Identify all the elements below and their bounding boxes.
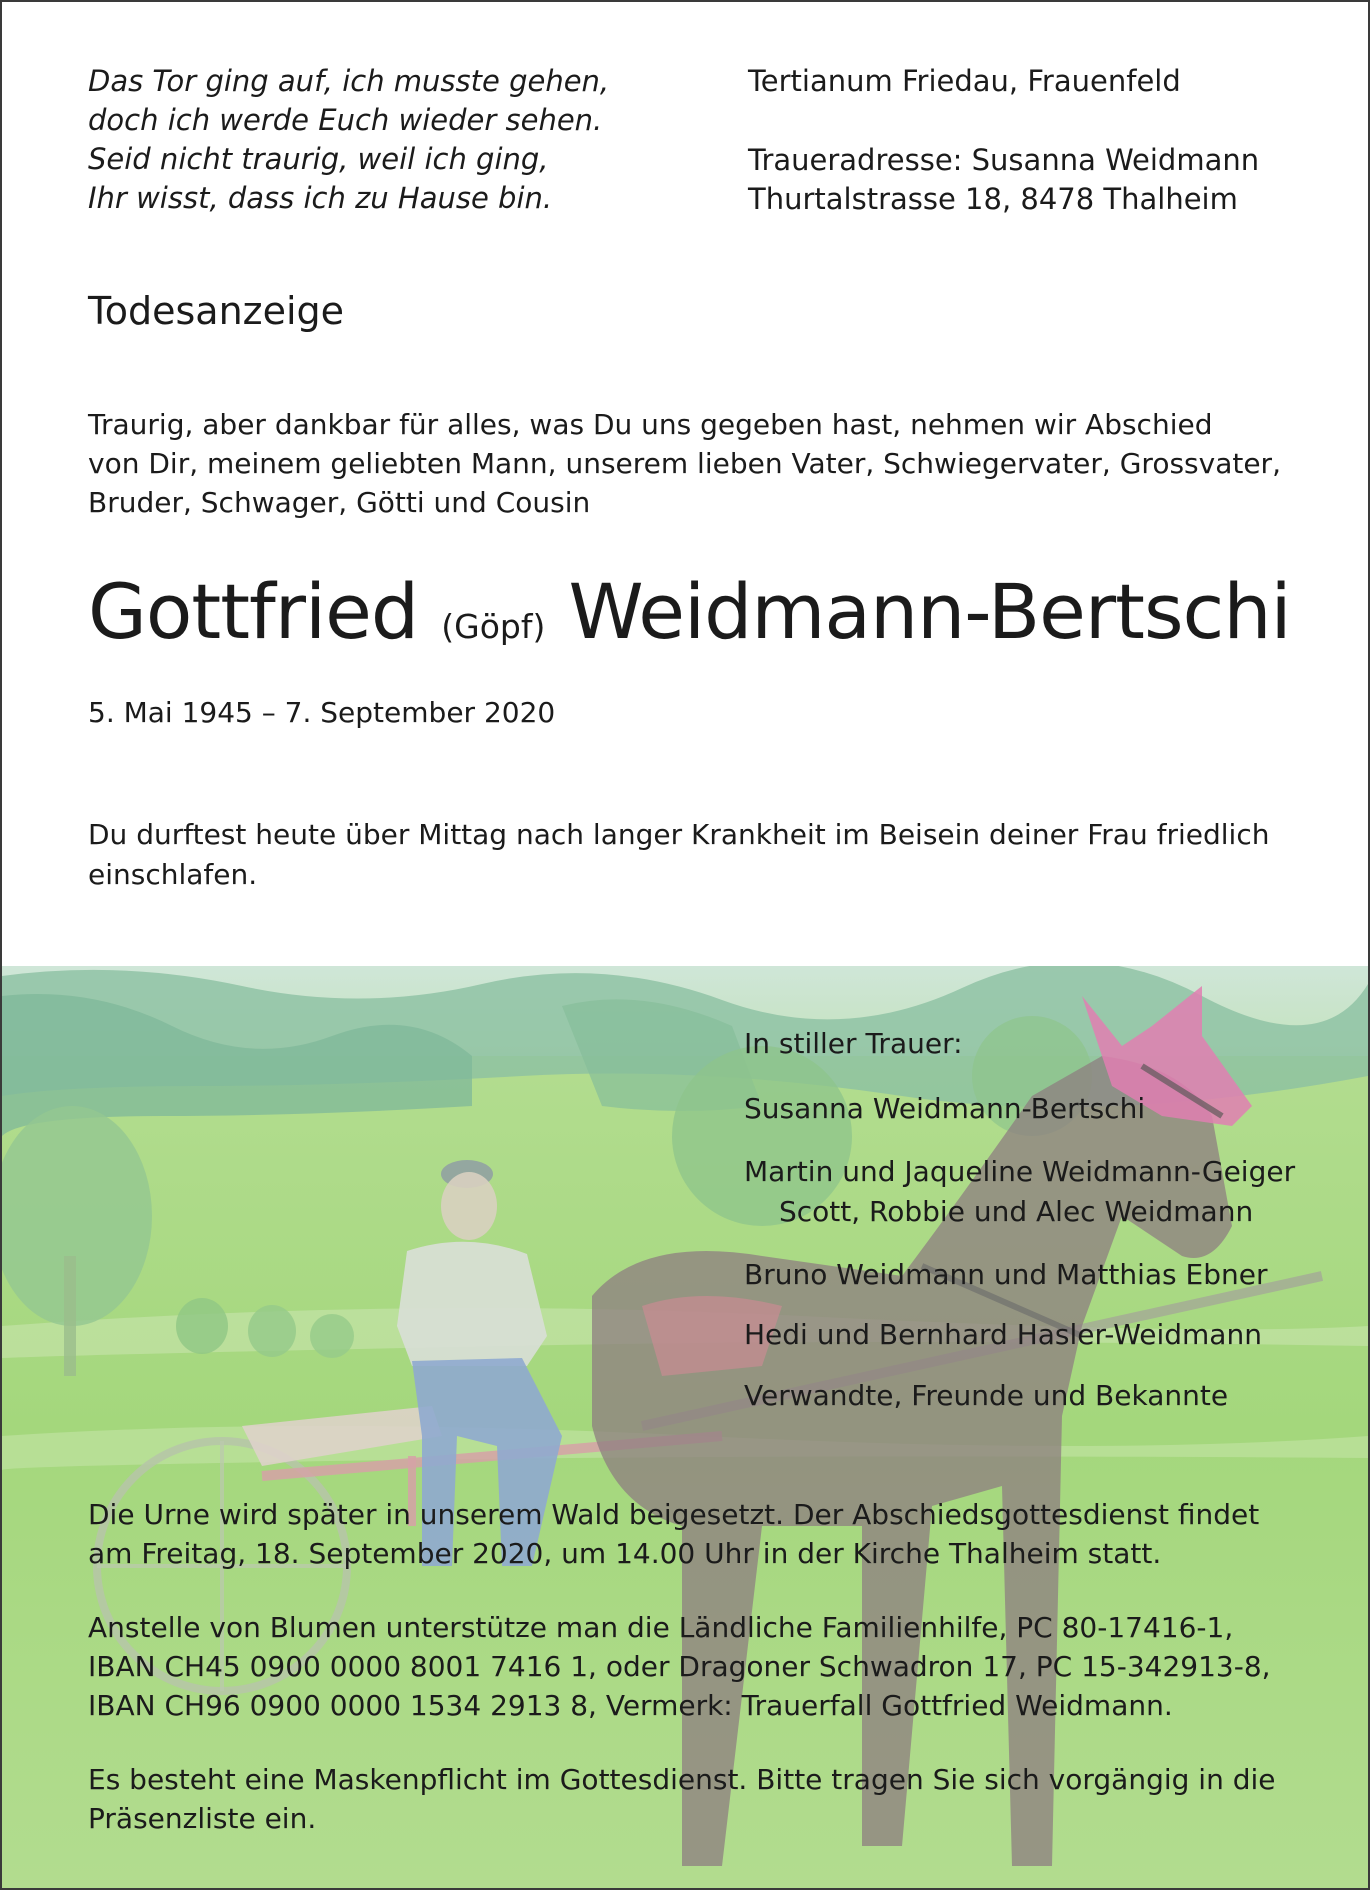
donation-info bbox=[88, 1608, 1271, 1725]
intro-line: von Dir, meinem geliebten Mann, unserem lieben Vater, Schwiegervater, Grossvater, bbox=[88, 447, 1281, 480]
mask-line: Präsenzliste ein. bbox=[88, 1802, 317, 1835]
mourner-entry: Martin und Jaqueline Weidmann-Geiger bbox=[744, 1155, 1296, 1188]
service-info bbox=[88, 1495, 1259, 1573]
notice-line: einschlafen. bbox=[88, 858, 258, 891]
service-line: am Freitag, 18. September 2020, um 14.00 Uhr in der Kirche Thalheim statt. bbox=[88, 1537, 1162, 1570]
first-name: Gottfried bbox=[88, 567, 419, 656]
mourner-entry: Verwandte, Freunde und Bekannte bbox=[744, 1379, 1229, 1412]
donation-line: IBAN CH96 0900 0000 1534 2913 8, Vermerk: Trauerfall Gottfried Weidmann. bbox=[88, 1689, 1173, 1722]
poem-line: Ihr wisst, dass ich zu Hause bin. bbox=[88, 181, 553, 215]
last-name: Weidmann-Bertschi bbox=[568, 567, 1291, 656]
mourner-entry: Bruno Weidmann und Matthias Ebner bbox=[744, 1258, 1268, 1291]
intro-line: Bruder, Schwager, Götti und Cousin bbox=[88, 486, 591, 519]
poem bbox=[88, 62, 609, 218]
place-of-death: Tertianum Friedau, Frauenfeld bbox=[748, 64, 1181, 98]
service-line: Die Urne wird später in unserem Wald beigesetzt. Der Abschiedsgottesdienst findet bbox=[88, 1498, 1260, 1531]
mourning-street: Thurtalstrasse 18, 8478 Thalheim bbox=[748, 182, 1238, 216]
mask-line: Es besteht eine Maskenpflicht im Gottesdienst. Bitte tragen Sie sich vorgängig in die bbox=[88, 1763, 1276, 1796]
mourner-entry: Hedi und Bernhard Hasler-Weidmann bbox=[744, 1318, 1262, 1351]
mourner-entry: Scott, Robbie und Alec Weidmann bbox=[779, 1195, 1254, 1228]
life-dates: 5. Mai 1945 – 7. September 2020 bbox=[88, 696, 556, 729]
intro-text bbox=[88, 405, 1281, 522]
mask-notice bbox=[88, 1760, 1276, 1838]
poem-line: Das Tor ging auf, ich musste gehen, bbox=[88, 64, 610, 98]
mourning-address: Traueradresse: Susanna Weidmann bbox=[748, 143, 1260, 177]
poem-line: doch ich werde Euch wieder sehen. bbox=[88, 103, 603, 137]
poem-line: Seid nicht traurig, weil ich ging, bbox=[88, 142, 549, 176]
nickname: (Göpf) bbox=[441, 607, 546, 646]
mourner-entry: Susanna Weidmann-Bertschi bbox=[744, 1092, 1146, 1125]
notice-line: Du durftest heute über Mittag nach langer Krankheit im Beisein deiner Frau friedlich bbox=[88, 818, 1270, 851]
donation-line: Anstelle von Blumen unterstütze man die Ländliche Familienhilfe, PC 80-17416-1, bbox=[88, 1611, 1234, 1644]
mourners-title: In stiller Trauer: bbox=[744, 1027, 963, 1060]
meadow-photo bbox=[2, 966, 1368, 1888]
passing-notice bbox=[88, 815, 1269, 895]
page-title: Todesanzeige bbox=[88, 289, 345, 333]
donation-line: IBAN CH45 0900 0000 8001 7416 1, oder Dragoner Schwadron 17, PC 15-342913-8, bbox=[88, 1650, 1271, 1683]
intro-line: Traurig, aber dankbar für alles, was Du uns gegeben hast, nehmen wir Abschied bbox=[88, 408, 1213, 441]
deceased-name bbox=[88, 567, 1291, 656]
